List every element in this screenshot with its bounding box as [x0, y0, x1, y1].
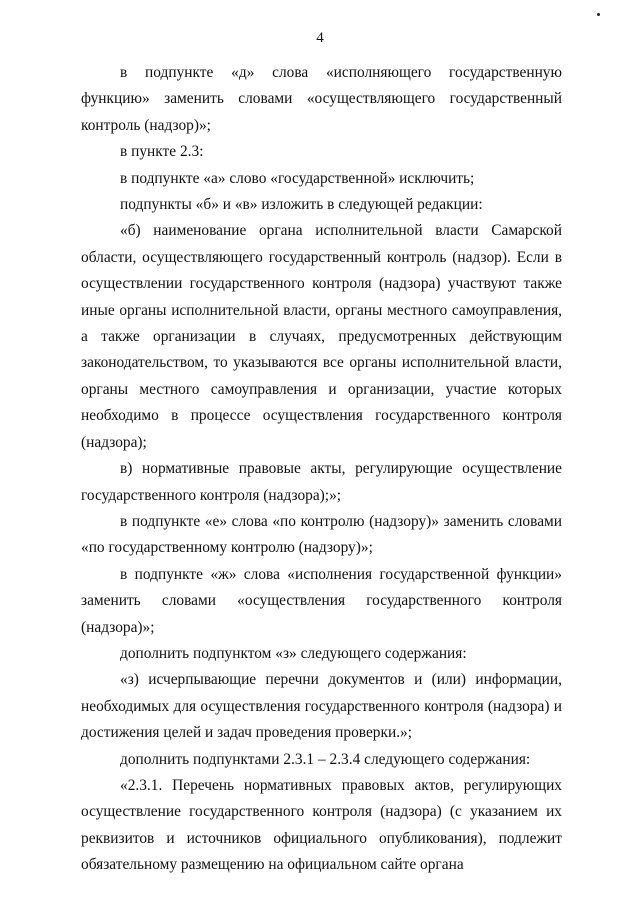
paragraph-subpoint-e: в подпункте «е» слова «по контролю (надзору)» заменить словами «по государственному контролю (надзору)»;	[81, 512, 562, 557]
paragraph-subpoints-b-v: подпункты «б» и «в» изложить в следующей редакции:	[120, 196, 483, 214]
paragraph-point-2-3: в пункте 2.3:	[120, 143, 204, 161]
page-number: 4	[316, 30, 324, 46]
paragraph-2-3-1: «2.3.1. Перечень нормативных правовых актов, регулирующих осуществление государственного контроля (надзора) (с указанием их реквизитов и источников официального опубликования), подлежит обязательному размещению на официальном сайте органа	[81, 776, 562, 874]
paragraph-item-v: в) нормативные правовые акты, регулирующие осуществление государственного контроля (надзора);»;	[81, 460, 562, 504]
paragraph-add-subpoint-z: дополнить подпунктом «з» следующего содержания:	[120, 644, 467, 662]
paragraph-add-subpoints: дополнить подпунктами 2.3.1 – 2.3.4 следующего содержания:	[120, 750, 531, 768]
paragraph-item-b: «б) наименование органа исполнительной власти Самарской области, осуществляющего государственный контроль (надзор). Если в осуществлении государственного контроля (надзора) участвуют также иные органы исполнительной власти, органы местного самоуправления, а также организации в случаях, предусмотренных действующим законодательством, то указываются все органы исполнительной власти, органы местного самоуправления и организации, участие которых необходимо в процессе осуществления государственного контроля (надзора);	[81, 222, 562, 451]
paragraph-item-z: «з) исчерпывающие перечни документов и (или) информации, необходимых для осуществления государственного контроля (надзора) и достижения целей и задач проведения проверки.»;	[81, 671, 562, 742]
paragraph-subpoint-a: в подпункте «а» слово «государственной» исключить;	[120, 169, 475, 187]
document-body	[81, 60, 562, 879]
paragraph-subpoint-d: в подпункте «д» слова «исполняющего государственную функцию» заменить словами «осуществляющего государственный контроль (надзор)»;	[81, 64, 562, 134]
scan-dot-mark	[597, 13, 600, 16]
paragraph-subpoint-zh: в подпункте «ж» слова «исполнения государственной функции» заменить словами «осуществления государственного контроля (надзора)»;	[81, 565, 562, 636]
